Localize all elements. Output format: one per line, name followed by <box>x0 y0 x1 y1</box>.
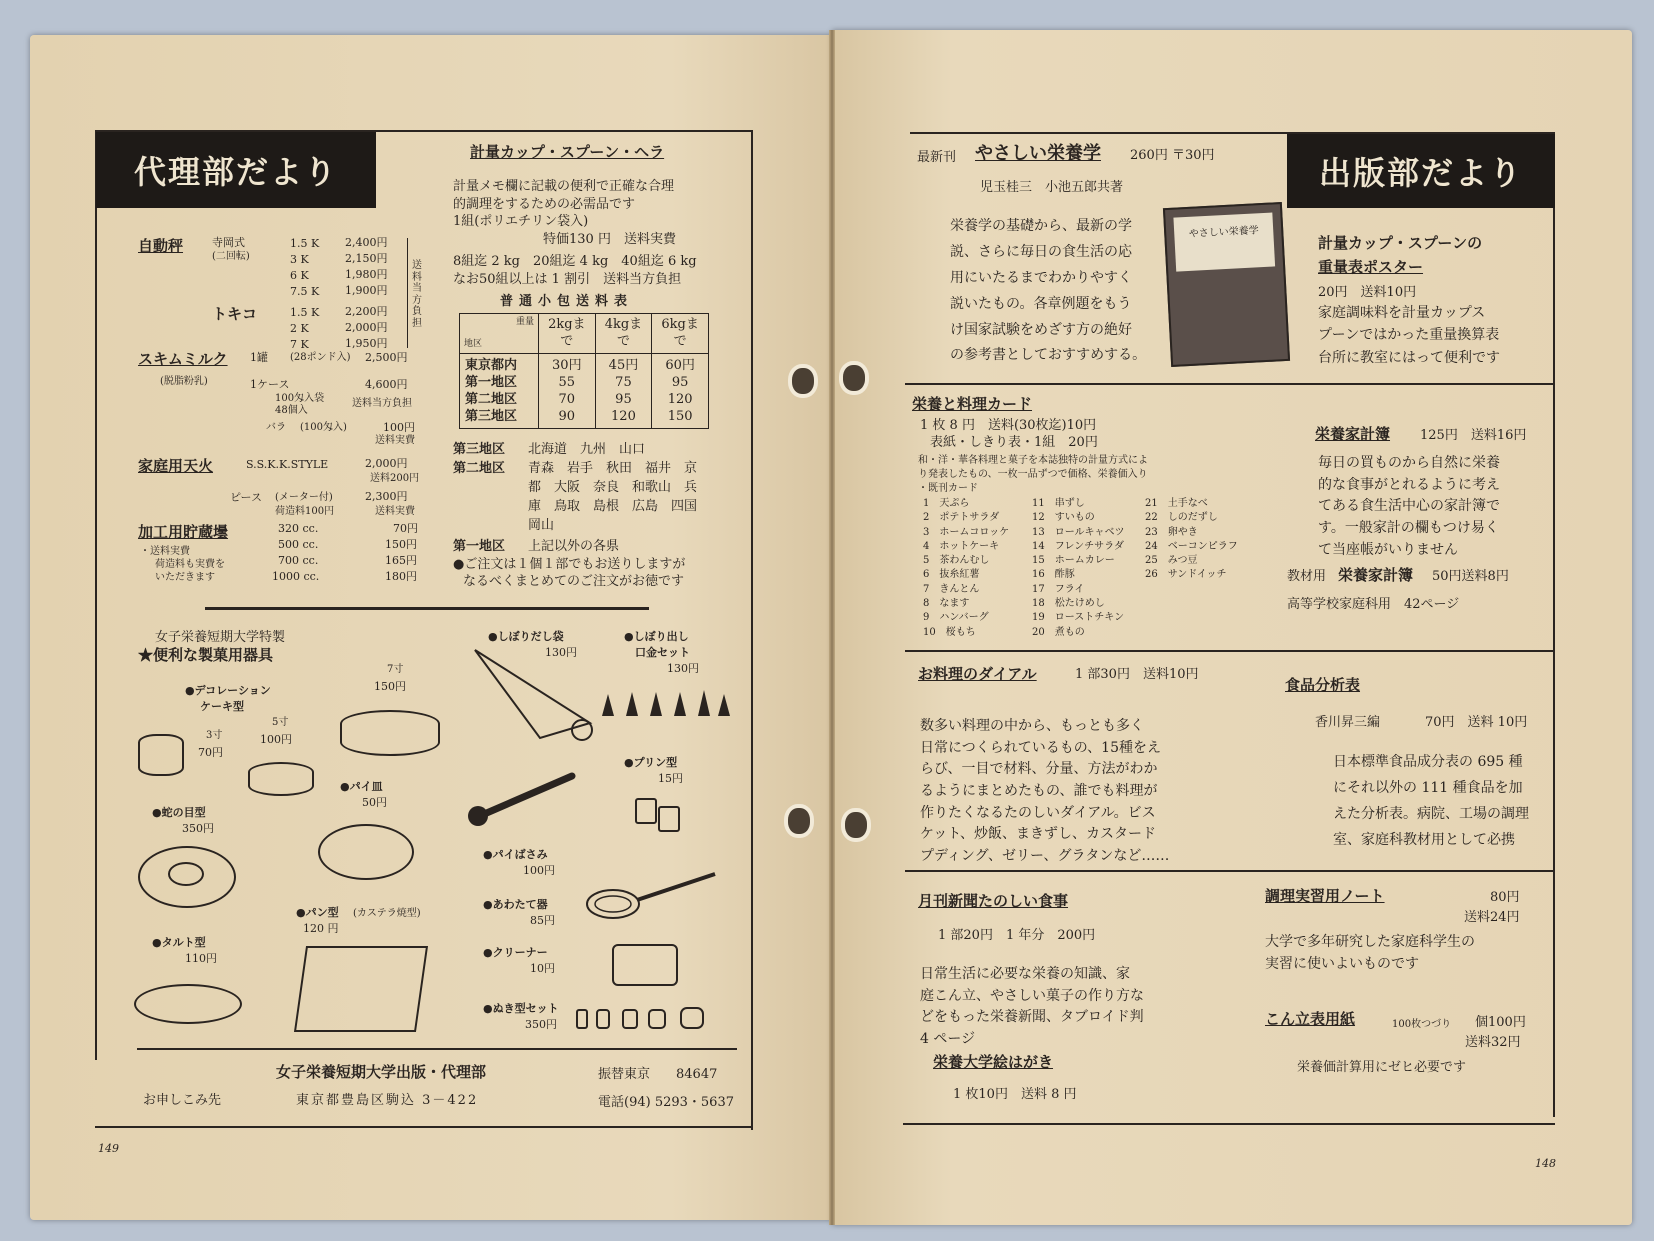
dial-price: 1 部30円 送料10円 <box>1075 667 1199 682</box>
page-number-right: 148 <box>1535 1157 1556 1170</box>
cards-price-2: 表紙・しきり表・1組 20円 <box>930 435 1098 450</box>
list-item: 19 ローストチキン <box>1032 612 1125 624</box>
col-header: 2kgまで <box>539 314 596 354</box>
frame-bottom <box>95 1126 753 1128</box>
note: (100匁入) <box>300 422 347 433</box>
note: 送料当方負担 <box>352 398 412 409</box>
list-item: 10 桜もち <box>923 626 976 638</box>
menu-ship: 送料32円 <box>1465 1035 1521 1050</box>
oven-piece: ピース <box>230 491 263 504</box>
cleaner-icon <box>612 944 678 986</box>
note: 送料200円 <box>370 473 420 484</box>
price: 2,500円 <box>365 351 408 364</box>
fee: 120 <box>667 391 693 407</box>
label: ●ぬき型セット <box>483 1002 559 1015</box>
list-item: 8 なます <box>923 598 970 610</box>
label: ●デコレーション <box>185 684 271 697</box>
cup-bulk-2: なお50組以上は 1 割引 送料当方負担 <box>453 272 682 287</box>
scales-title: 自動秤 <box>138 237 184 255</box>
household-price: 125円 送料16円 <box>1420 428 1527 443</box>
fee: 45円 <box>608 358 639 373</box>
price: 15円 <box>658 772 683 785</box>
price: 2,400円 <box>345 236 388 249</box>
note: 100匁入袋 <box>275 393 325 404</box>
label: ●しぼり出し <box>624 630 689 643</box>
price: 350円 <box>525 1018 557 1031</box>
left-page <box>30 35 832 1220</box>
household-edu-label: 教材用 <box>1287 569 1327 584</box>
parcel-table <box>459 313 709 429</box>
cards-desc-2: り発表したもの、一枚一品ずつで価格、栄養価入り <box>918 469 1148 480</box>
pie-plate-icon <box>318 824 414 880</box>
district-key: 第二地区 <box>453 461 506 476</box>
label: ●しぼりだし袋 <box>488 630 564 643</box>
size: 3寸 <box>206 730 223 741</box>
frame-right <box>751 130 753 1130</box>
scales-maker: 寺岡式 <box>212 236 245 249</box>
label: ●プリン型 <box>624 756 678 769</box>
pastry-crimper-icon <box>462 770 582 830</box>
fee: 95 <box>615 391 632 407</box>
footer-rule <box>137 1048 737 1050</box>
price: 2,000円 <box>365 457 408 470</box>
cards-list-col3 <box>1145 497 1255 583</box>
footer-transfer: 振替東京 84647 <box>598 1067 718 1082</box>
label: ●蛇の目型 <box>152 806 206 819</box>
district-value: 都 大阪 奈良 和歌山 兵 <box>528 480 698 495</box>
list-item: 14 フレンチサラダ <box>1032 540 1124 552</box>
book-cover-title: やさしい栄養学 <box>1173 213 1275 272</box>
price: 70円 <box>393 522 418 535</box>
list-item: 3 ホームコロッケ <box>923 526 1010 538</box>
price: 1,950円 <box>345 337 388 350</box>
col-header: 6kgまで <box>652 314 709 354</box>
district-key: 第一地区 <box>453 539 506 554</box>
district-key: 第三地区 <box>453 442 506 457</box>
skim-case: 1ケース <box>250 378 290 391</box>
nozzle-set-icon <box>598 688 733 720</box>
household-edu-price: 50円送料8円 <box>1432 569 1509 584</box>
cards-price-1: 1 枚 8 円 送料(30枚迄)10円 <box>920 418 1097 433</box>
price: 85円 <box>530 914 555 927</box>
value-cell <box>595 354 652 429</box>
price: 100円 <box>383 421 415 434</box>
label: ●パイばさみ <box>483 848 548 861</box>
book-cover-icon <box>1163 202 1290 367</box>
whisk-icon <box>585 868 720 928</box>
list-item: 2 ポテトサラダ <box>923 512 1000 524</box>
banner-right: 出版部だより <box>1287 134 1555 208</box>
notebook-ship: 送料24円 <box>1464 910 1520 925</box>
order-note-1: ●ご注文は１個１部でもお送りしますが <box>453 557 686 572</box>
price: 120 円 <box>303 922 339 935</box>
analysis-editor: 香川昇三編 <box>1315 715 1381 730</box>
skim-sub: (脱脂粉乳) <box>160 376 208 387</box>
list-item: 24 ベーコンピラフ <box>1145 540 1238 552</box>
skim-unit-note: (28ポンド入) <box>290 352 351 363</box>
staple-hole <box>845 812 867 838</box>
area: 第二地区 <box>465 391 518 407</box>
district-value: 青森 岩手 秋田 福井 京 <box>528 461 698 476</box>
household-title: 栄養家計簿 <box>1315 425 1391 443</box>
price: 1,980円 <box>345 268 388 281</box>
list-item: 22 しのだずし <box>1145 512 1218 524</box>
menu-qty: 100枚つづり <box>1392 1019 1452 1030</box>
frame-bottom <box>903 1123 1555 1125</box>
value-cell <box>539 354 596 429</box>
cake-pan-medium-icon <box>248 762 314 796</box>
list-item: 9 ハンバーグ <box>923 612 989 624</box>
footer-address: 東京都豊島区駒込 3－422 <box>296 1093 479 1108</box>
list-item: 5 茶わんむし <box>923 555 990 567</box>
staple-hole <box>788 808 810 834</box>
weight: 1.5 K <box>290 237 320 250</box>
price: 110円 <box>185 952 217 965</box>
price: 130円 <box>545 646 577 659</box>
label: ●クリーナー <box>483 946 548 959</box>
section-rule <box>905 383 1555 385</box>
section-rule <box>905 650 1555 652</box>
note: 荷造料も実費を <box>155 559 225 570</box>
parcel-corner <box>460 314 539 354</box>
list-item: 20 煮もの <box>1032 626 1085 638</box>
notebook-title: 調理実習用ノート <box>1265 887 1385 905</box>
newspaper-price: 1 部20円 1 年分 200円 <box>938 928 1096 943</box>
district-value: 岡山 <box>528 518 555 533</box>
note: 送料実費 <box>375 435 415 446</box>
oven-model: S.S.K.K.STYLE <box>246 458 329 471</box>
dial-desc: 数多い料理の中から、もっとも多く 日常につくられているもの、15種をえ らび、一目で材料、分量、方法がわか るようにまとめたもの、誰でも料理が 作りたくなるたのしいダイアル。ビス ケット、炒飯、まきずし、カスタード プディング、ゼリー、グラタンなど…… <box>920 718 1170 865</box>
note: 送料実費 <box>375 506 415 517</box>
price: 130円 <box>667 662 699 675</box>
list-item: 4 ホットケーキ <box>923 540 1000 552</box>
price: 100円 <box>523 864 555 877</box>
label: ●あわたて器 <box>483 898 548 911</box>
note: 48個入 <box>275 405 308 416</box>
fee: 90 <box>558 408 576 424</box>
footer-org: 女子栄養短期大学出版・代理部 <box>276 1063 487 1081</box>
price: 180円 <box>385 570 417 583</box>
staple-hole <box>843 365 865 391</box>
list-item: 7 きんとん <box>923 583 980 595</box>
book-spine <box>829 30 835 1225</box>
size: 7寸 <box>387 664 404 675</box>
notebook-desc: 大学で多年研究した家庭科学生の 実習に使いよいものです <box>1265 934 1475 972</box>
size: 5寸 <box>272 717 289 728</box>
oven-title: 家庭用天火 <box>138 457 214 475</box>
frame-right <box>1553 132 1555 1117</box>
list-item: 21 土手なべ <box>1145 498 1208 509</box>
cup-bulk-1: 8組迄 2 kg 20組迄 4 kg 40組迄 6 kg <box>453 254 697 269</box>
menu-desc: 栄養価計算用にゼヒ必要です <box>1297 1060 1467 1075</box>
fee: 70 <box>558 391 576 407</box>
cards-list-label: ・既刊カード <box>918 483 978 494</box>
weight: 1.5 K <box>290 306 320 319</box>
cards-title: 栄養と料理カード <box>912 395 1033 413</box>
label: ケーキ型 <box>200 700 244 713</box>
poster-title-2: 重量表ポスター <box>1318 258 1424 276</box>
fee: 150 <box>667 408 693 424</box>
list-item: 1 天ぷら <box>923 498 970 509</box>
weight: 2 K <box>290 322 309 335</box>
weight: 3 K <box>290 253 309 266</box>
footer-apply: お申しこみ先 <box>143 1093 222 1108</box>
cards-desc-1: 和・洋・華各料理と菓子を本誌独特の計量方式によ <box>918 455 1148 466</box>
area: 第一地区 <box>465 374 518 390</box>
list-item: 12 すいもの <box>1032 512 1095 524</box>
page-number-left: 149 <box>98 1142 119 1155</box>
value-cell <box>652 354 709 429</box>
cake-pan-large-icon <box>340 710 440 756</box>
cup-price: 特価130 円 送料実費 <box>543 232 676 247</box>
price: 165円 <box>385 554 417 567</box>
fee: 60円 <box>665 358 695 373</box>
price: 2,150円 <box>345 252 388 265</box>
label: ●パイ皿 <box>340 780 383 793</box>
skim-bulk: バラ <box>266 422 286 433</box>
volume: 700 cc. <box>278 554 319 567</box>
fee: 120 <box>611 408 636 424</box>
list-item: 6 抜糸紅薯 <box>923 569 980 581</box>
cup-set: 1組(ポリエチリン袋入) <box>453 214 589 229</box>
list-item: 13 ロールキャベツ <box>1032 526 1125 538</box>
cup-desc: 計量メモ欄に記載の便利で正確な合理 的調理をするための必需品です <box>453 179 675 213</box>
staple-hole <box>792 368 814 394</box>
note: いただきます <box>155 572 215 583</box>
frame-left <box>95 130 97 1060</box>
price: 150円 <box>374 680 406 693</box>
fee: 55 <box>558 374 576 390</box>
postcard-price: 1 枚10円 送料 8 円 <box>953 1087 1077 1102</box>
banner-left: 代理部だより <box>96 132 376 208</box>
divider <box>205 607 649 610</box>
label: ●パン型 <box>296 906 339 919</box>
notebook-price: 80円 <box>1490 890 1520 905</box>
col-header: 4kgまで <box>595 314 652 354</box>
analysis-title: 食品分析表 <box>1285 676 1361 694</box>
skim-title: スキムミルク <box>138 350 228 368</box>
poster-title-1: 計量カップ・スプーンの <box>1318 234 1483 252</box>
loaf-pan-icon <box>294 946 428 1032</box>
district-value: 北海道 九州 山口 <box>528 442 646 457</box>
label: ●タルト型 <box>152 936 206 949</box>
book-authors: 児玉桂三 小池五郎共著 <box>980 180 1124 195</box>
newspaper-desc: 日常生活に必要な栄養の知識、家 庭こん立、やさしい菓子の作り方な どをもった栄養新聞、タブロイド判 4 ページ <box>920 966 1144 1048</box>
price: 1,900円 <box>345 284 388 297</box>
note: (カステラ焼型) <box>353 908 421 919</box>
corner-top: 重量 <box>515 317 534 327</box>
parcel-title: 普通小包送料表 <box>500 294 634 309</box>
newspaper-title: 月刊新聞たのしい食事 <box>918 892 1069 910</box>
fee: 75 <box>615 374 632 390</box>
district-value: 庫 鳥取 島根 広島 四国 <box>528 499 698 514</box>
price: 2,300円 <box>365 490 408 503</box>
tools-heading: ★便利な製菓用器具 <box>138 646 274 664</box>
area: 第三地区 <box>465 408 518 424</box>
skim-unit: 1罐 <box>250 351 268 364</box>
list-item: 23 卵やき <box>1145 526 1198 538</box>
cutter-set-icon <box>575 1006 715 1032</box>
book-price: 260円 〒30円 <box>1130 148 1215 163</box>
cards-list-col2 <box>1032 497 1142 640</box>
list-item: 16 酢豚 <box>1032 569 1075 581</box>
household-desc: 毎日の買ものから自然に栄養 的な食事がとれるように考え てある食生活中心の家計簿で す。一般家計の欄もつけ易く て当座帳がいりません <box>1318 455 1500 558</box>
footer-tel: 電話(94) 5293・5637 <box>598 1095 734 1110</box>
cards-list-col1 <box>923 497 1033 640</box>
analysis-price: 70円 送料 10円 <box>1425 715 1528 730</box>
tart-mold-icon <box>134 984 242 1024</box>
scales-shipping-note: 送料当方負担 <box>412 260 422 329</box>
book-title: やさしい栄養学 <box>975 143 1101 164</box>
order-note-2: なるべくまとめてのご注文がお徳です <box>463 574 685 589</box>
price: 350円 <box>182 822 214 835</box>
list-item: 18 松たけめし <box>1032 598 1105 610</box>
table-row <box>460 354 709 429</box>
list-item: 26 サンドイッチ <box>1145 569 1227 581</box>
note: (メーター付) <box>275 492 333 503</box>
price: 2,200円 <box>345 305 388 318</box>
household-edu-title: 栄養家計簿 <box>1338 566 1414 584</box>
area: 東京都内 <box>465 358 518 373</box>
district-value: 上記以外の各県 <box>528 539 620 554</box>
price: 100円 <box>260 733 292 746</box>
section-rule <box>905 870 1555 872</box>
price: 2,000円 <box>345 321 388 334</box>
area-cell <box>460 354 539 429</box>
cake-pan-small-icon <box>138 734 184 776</box>
fee: 30円 <box>552 358 582 373</box>
bracket <box>407 238 408 348</box>
price: 70円 <box>198 746 223 759</box>
postcard-title: 栄養大学絵はがき <box>933 1053 1054 1071</box>
price: 50円 <box>362 796 387 809</box>
poster-desc: 家庭調味料を計量カップス プーンではかった重量換算表 台所に教室にはって便利です <box>1318 305 1500 366</box>
menu-price: 個100円 <box>1475 1015 1526 1030</box>
list-item: 15 ホームカレー <box>1032 555 1115 567</box>
list-item: 25 みつ豆 <box>1145 555 1198 567</box>
price: 150円 <box>385 538 417 551</box>
pudding-mold-icon <box>635 798 657 824</box>
corner-bottom: 地区 <box>464 338 483 349</box>
weight: 7 K <box>290 338 309 351</box>
price: 4,600円 <box>365 378 408 391</box>
fee: 95 <box>671 374 689 390</box>
dial-title: お料理のダイアル <box>918 665 1037 683</box>
pudding-mold-icon <box>658 806 680 832</box>
household-edu-note: 高等学校家庭科用 42ページ <box>1287 597 1460 612</box>
label: 口金セット <box>635 646 690 659</box>
scales-maker2: トキコ <box>212 305 258 323</box>
menu-title: こん立表用紙 <box>1265 1010 1356 1028</box>
volume: 320 cc. <box>278 522 319 535</box>
tools-heading-sub: 女子栄養短期大学特製 <box>155 630 286 645</box>
analysis-desc: 日本標準食品成分表の 695 種 にそれ以外の 111 種食品を加 えた分析表。病院、工場の調理 室、家庭科教材用として必携 <box>1333 754 1529 848</box>
bottle-title: 加工用貯蔵壜 <box>138 523 229 541</box>
piping-bag-icon <box>470 648 600 748</box>
list-item: 11 串ずし <box>1032 498 1085 509</box>
poster-price: 20円 送料10円 <box>1318 285 1417 300</box>
book-desc: 栄養学の基礎から、最新の学 説、さらに毎日の食生活の応 用にいたるまでわかりやすく 説いたもの。各章例題をもう け国家試験をめざす方の絶好 の参考書としておすすめする。 <box>950 218 1147 364</box>
cup-title: 計量カップ・スプーン・ヘラ <box>470 143 665 161</box>
volume: 1000 cc. <box>272 570 320 583</box>
note: ・送料実費 <box>140 546 190 557</box>
weight: 6 K <box>290 269 309 282</box>
scales-maker-sub: (二回転) <box>212 251 250 262</box>
volume: 500 cc. <box>278 538 319 551</box>
note: 荷造料100円 <box>275 506 335 517</box>
price: 10円 <box>530 962 555 975</box>
weight: 7.5 K <box>290 285 320 298</box>
ring-mold-center <box>168 862 204 886</box>
book-new-label: 最新刊 <box>917 150 957 165</box>
list-item: 17 フライ <box>1032 583 1085 595</box>
